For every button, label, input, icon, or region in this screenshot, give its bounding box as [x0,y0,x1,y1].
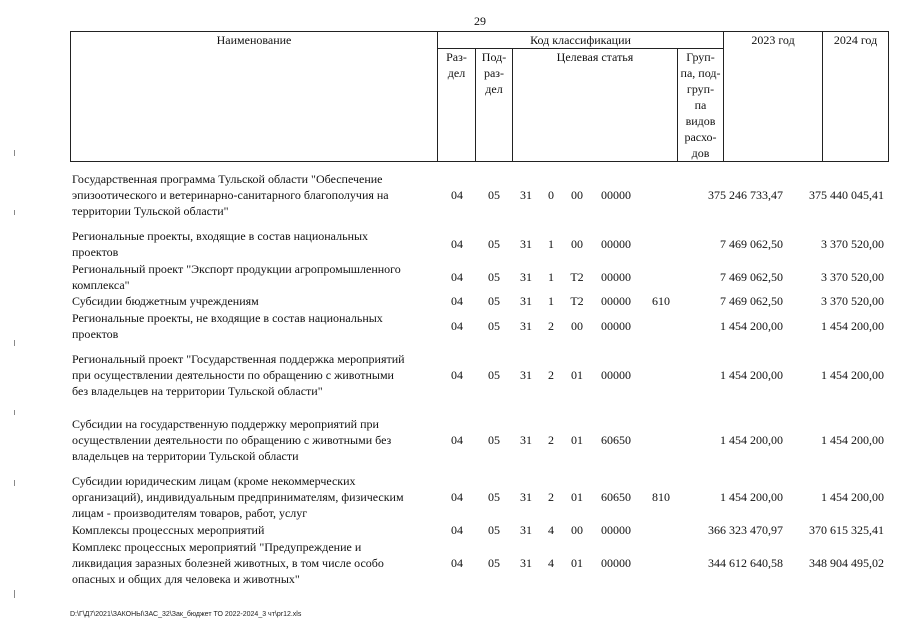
header-celevaya-statya: Целевая статья [513,49,678,162]
header-gruppa-vidov-rashodov: Груп- па, под- груп- па видов расхо- дов [678,49,724,162]
row-cs-program: 31 [520,294,532,308]
row-razdel: 04 [451,237,463,251]
row-cs-direction: 00000 [601,294,631,308]
row-cs-program: 31 [520,433,532,447]
row-podrazdel: 05 [488,270,500,284]
row-value-2023: 7 469 062,50 [720,270,783,284]
row-cs-direction: 00000 [601,319,631,333]
row-value-2024: 1 454 200,00 [821,433,884,447]
row-cs-type: 4 [548,556,554,570]
row-cs-direction: 00000 [601,237,631,251]
row-cs-element: 01 [571,556,583,570]
row-value-2024: 3 370 520,00 [821,270,884,284]
row-value-2023: 1 454 200,00 [720,433,783,447]
row-podrazdel: 05 [488,523,500,537]
row-value-2024: 370 615 325,41 [809,523,884,537]
row-podrazdel: 05 [488,490,500,504]
row-cs-type: 0 [548,188,554,202]
row-cs-program: 31 [520,188,532,202]
row-cs-type: 2 [548,490,554,504]
header-year-2024: 2024 год [823,32,889,162]
row-cs-direction: 00000 [601,556,631,570]
row-razdel: 04 [451,433,463,447]
row-value-2023: 375 246 733,47 [708,188,783,202]
row-value-2023: 1 454 200,00 [720,490,783,504]
row-podrazdel: 05 [488,368,500,382]
row-cs-element: 00 [571,237,583,251]
row-podrazdel: 05 [488,294,500,308]
row-group: 610 [652,294,670,308]
row-podrazdel: 05 [488,319,500,333]
row-cs-element: 01 [571,368,583,382]
row-value-2024: 3 370 520,00 [821,294,884,308]
row-name: Комплекс процессных мероприятий "Предупреждение и ликвидация заразных болезней животных, в том числе особо опасных и общих для человека и животных" [72,540,384,586]
page-number: 29 [474,14,486,28]
row-value-2024: 3 370 520,00 [821,237,884,251]
row-cs-direction: 00000 [601,270,631,284]
row-razdel: 04 [451,523,463,537]
row-cs-direction: 00000 [601,523,631,537]
binding-margin-marks [14,150,17,630]
row-cs-program: 31 [520,556,532,570]
row-razdel: 04 [451,319,463,333]
row-cs-type: 1 [548,270,554,284]
row-razdel: 04 [451,368,463,382]
row-name: Субсидии бюджетным учреждениям [72,294,259,308]
row-value-2024: 375 440 045,41 [809,188,884,202]
row-cs-type: 2 [548,368,554,382]
row-cs-program: 31 [520,523,532,537]
row-cs-direction: 60650 [601,433,631,447]
row-cs-type: 1 [548,294,554,308]
row-razdel: 04 [451,490,463,504]
header-year-2023: 2023 год [724,32,823,162]
row-cs-direction: 00000 [601,368,631,382]
row-name: Комплексы процессных мероприятий [72,523,265,537]
row-razdel: 04 [451,270,463,284]
row-name: Субсидии на государственную поддержку мероприятий при осуществлении деятельности по обращению с животными без владельцев на территории Тульской области [72,417,392,463]
row-podrazdel: 05 [488,556,500,570]
row-cs-program: 31 [520,490,532,504]
row-cs-program: 31 [520,368,532,382]
row-name: Региональные проекты, входящие в состав национальных проектов [72,229,369,259]
row-name: Региональные проекты, не входящие в состав национальных проектов [72,311,383,341]
row-name: Региональный проект "Государственная поддержка мероприятий при осуществлении деятельности по обращению с животными без владельцев на территории Тульской области" [72,352,405,398]
row-cs-program: 31 [520,319,532,333]
header-name: Наименование [71,32,438,162]
header-razdel: Раз- дел [438,49,476,162]
row-cs-element: T2 [570,294,584,308]
row-podrazdel: 05 [488,433,500,447]
header-kod-klassifikacii: Код классификации [438,32,724,49]
row-value-2023: 1 454 200,00 [720,319,783,333]
row-value-2023: 7 469 062,50 [720,294,783,308]
row-cs-element: 01 [571,433,583,447]
row-cs-type: 2 [548,433,554,447]
row-cs-element: T2 [570,270,584,284]
row-cs-program: 31 [520,237,532,251]
row-value-2023: 366 323 470,97 [708,523,783,537]
row-cs-program: 31 [520,270,532,284]
row-value-2023: 1 454 200,00 [720,368,783,382]
row-cs-direction: 60650 [601,490,631,504]
row-cs-type: 2 [548,319,554,333]
row-group: 810 [652,490,670,504]
row-podrazdel: 05 [488,237,500,251]
row-name: Государственная программа Тульской области "Обеспечение эпизоотического и ветеринарно-санитарного благополучия на территории Тульской области" [72,172,389,218]
row-razdel: 04 [451,556,463,570]
row-cs-element: 00 [571,319,583,333]
row-value-2024: 1 454 200,00 [821,490,884,504]
row-name: Региональный проект "Экспорт продукции агропромышленного комплекса" [72,262,401,292]
row-value-2023: 7 469 062,50 [720,237,783,251]
row-razdel: 04 [451,294,463,308]
row-value-2024: 348 904 495,02 [809,556,884,570]
row-name: Субсидии юридическим лицам (кроме некоммерческих организаций), индивидуальным предпринимателям, физическим лицам - производителям товаров, работ, услуг [72,474,404,520]
row-cs-element: 01 [571,490,583,504]
row-value-2023: 344 612 640,58 [708,556,783,570]
row-value-2024: 1 454 200,00 [821,368,884,382]
header-podrazdel: Под- раз- дел [476,49,513,162]
row-value-2024: 1 454 200,00 [821,319,884,333]
footer-file-path: D:\Г\Д7\2021\ЗАКОНЫ\ЗАС_32\Зак_бюджет ТО 2022-2024_3 чт\pr12.xls [70,611,302,618]
row-cs-element: 00 [571,188,583,202]
row-cs-type: 4 [548,523,554,537]
row-cs-direction: 00000 [601,188,631,202]
row-podrazdel: 05 [488,188,500,202]
row-cs-type: 1 [548,237,554,251]
row-cs-element: 00 [571,523,583,537]
row-razdel: 04 [451,188,463,202]
